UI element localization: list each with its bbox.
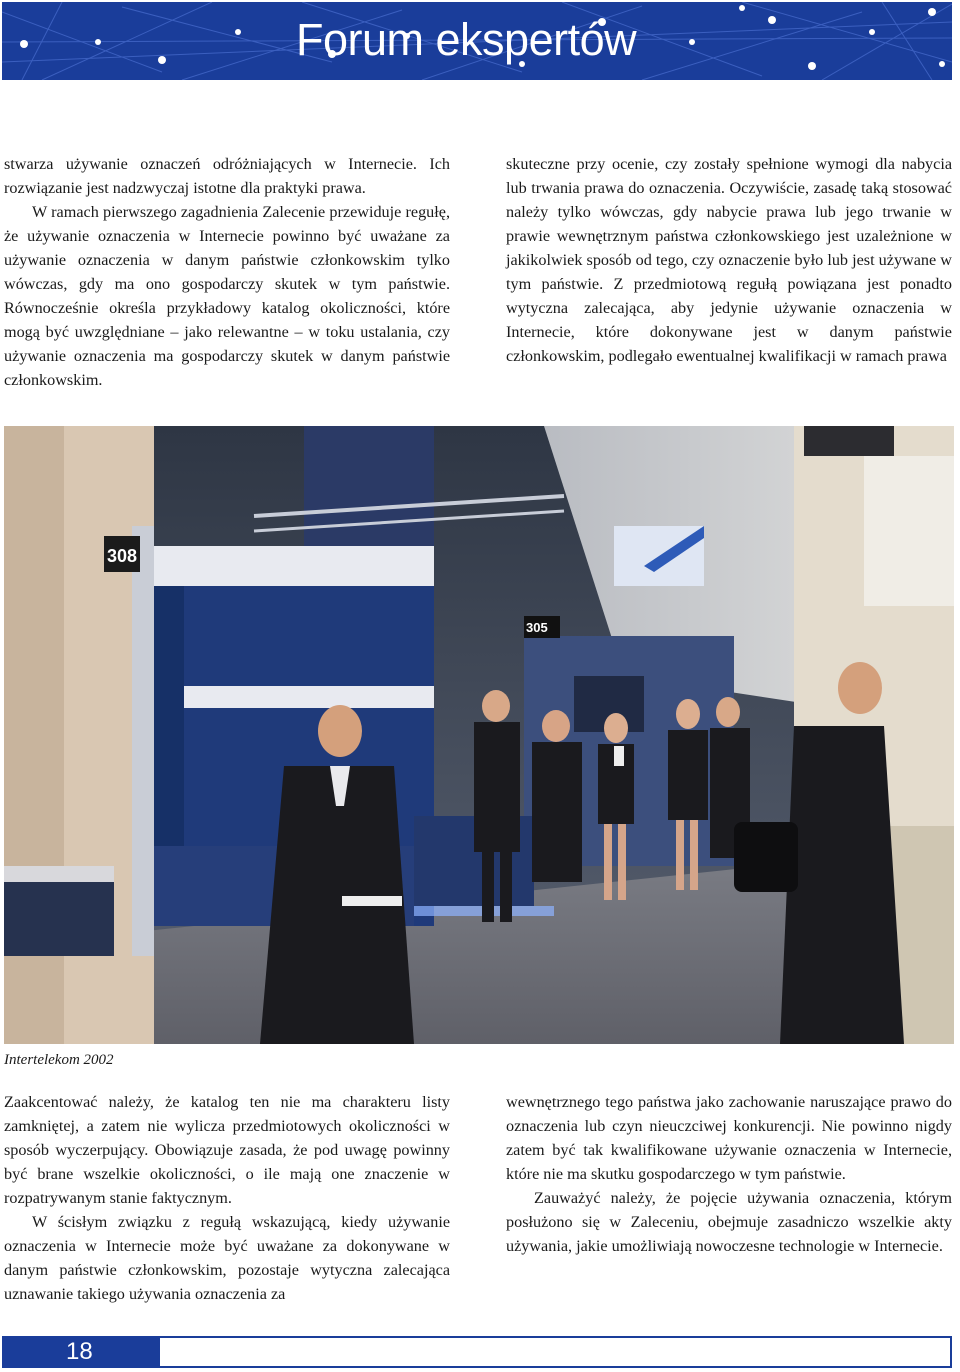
text-column-left-bottom xyxy=(4,1090,450,1306)
photo-illustration xyxy=(4,426,954,1044)
section-title: Forum ekspertów xyxy=(296,14,637,65)
text-column-right-bottom xyxy=(506,1090,952,1258)
paragraph: W ścisłym związku z regułą wskazującą, kiedy używanie oznaczenia w Internecie może być uważane za dokonywane w danym państwie członkowskim, pozostaje wytyczna zalecająca uznawanie takiego używania oznaczenia za xyxy=(4,1213,450,1303)
header-banner xyxy=(2,2,952,80)
text-column-left-top xyxy=(4,152,450,392)
paragraph: Zauważyć należy, że pojęcie używania oznaczenia, którym posłużono się w Zaleceniu, obejmuje zasadniczo wszelkie akty używania, jakie umożliwiają nowoczesne technologie w Internecie. xyxy=(506,1189,952,1255)
booth-sign-305: 305 xyxy=(526,620,548,635)
paragraph: W ramach pierwszego zagadnienia Zalecenie przewiduje regułę, że używanie oznaczenia w Internecie powinno być uważane za używanie oznaczenia w danym państwie członkowskim tylko wówczas, gdy ma ono gospodarczy skutek w tym państwie. Równocześnie określa przykładowy katalog okoliczności, które mogą być uwzględniane – jako relewantne – w toku ustalania, czy używanie oznaczenia ma gospodarczy skutek w danym państwie członkowskim. xyxy=(4,203,450,389)
page-number: 18 xyxy=(66,1338,93,1365)
paragraph: Zaakcentować należy, że katalog ten nie ma charakteru listy zamkniętej, a zatem nie wylicza przedmiotowych okoliczności w sposób wyczerpujący. Obowiązuje zasada, że pod uwagę powinny być brane wszelkie okoliczności, o ile mają one znaczenie w rozpatrywanym stanie faktycznym. xyxy=(4,1093,450,1207)
photo-caption: Intertelekom 2002 xyxy=(4,1052,114,1068)
booth-sign-308: 308 xyxy=(107,546,138,566)
paragraph: stwarza używanie oznaczeń odróżniających w Internecie. Ich rozwiązanie jest nadzwyczaj istotne dla praktyki prawa. xyxy=(4,155,450,197)
exhibition-photo xyxy=(4,426,954,1044)
paragraph: wewnętrznego tego państwa jako zachowanie naruszające prawo do oznaczenia lub czyn nieuczciwej konkurencji. Nie powinno nigdy zatem być tak kwalifikowane używanie oznaczenia w Internecie, które nie ma skutku gospodarczego w tym państwie. xyxy=(506,1093,952,1183)
text-column-right-top xyxy=(506,152,952,368)
paragraph: skuteczne przy ocenie, czy zostały spełnione wymogi dla nabycia lub trwania prawa do oznaczenia. Oczywiście, zasadę taką stosować należy tylko wówczas, gdy nabycie prawa lub jego trwanie w prawie wewnętrznym państwa członkowskiego jest uzależnione w jakikolwiek sposób od tego, czy oznaczenie było lub jest używane w tym państwie. Z przedmiotową regułą powiązana jest ponadto wytyczna zalecająca, aby jedynie używanie oznaczenia w Internecie, które dokonywane jest w danym państwie członkowskim, podlegało ewentualnej kwalifikacji w ramach prawa xyxy=(506,155,952,365)
